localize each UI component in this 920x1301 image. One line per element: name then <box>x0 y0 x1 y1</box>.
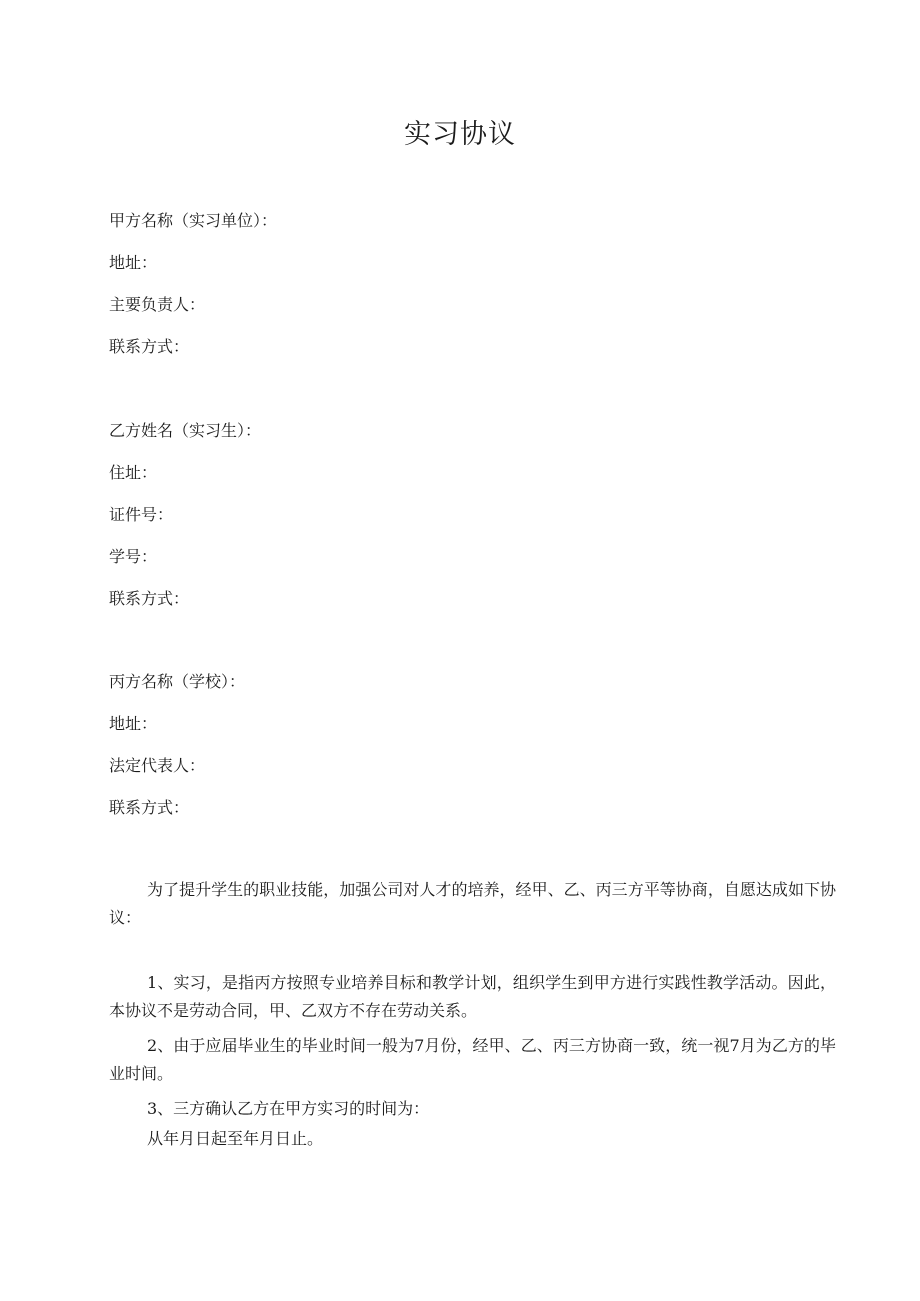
party-a-contact-label: 联系方式： <box>109 337 190 356</box>
party-a-address-label: 地址： <box>109 253 158 272</box>
party-a-principal-label: 主要负责人： <box>109 295 206 314</box>
intro-paragraph: 为了提升学生的职业技能，加强公司对人才的培养，经甲、乙、丙三方平等协商，自愿达成如下协议： <box>109 880 836 927</box>
party-b-residence-label: 住址： <box>109 463 158 482</box>
clause-3: 3、三方确认乙方在甲方实习的时间为： <box>147 1099 430 1118</box>
party-c-legal-rep-label: 法定代表人： <box>109 756 206 775</box>
document-title: 实习协议 <box>404 119 516 150</box>
clause-2: 2、由于应届毕业生的毕业时间一般为7月份，经甲、乙、丙三方协商一致，统一视7月为乙方的毕业时间。 <box>109 1036 836 1083</box>
party-b-id-label: 证件号： <box>109 505 174 524</box>
clause-1: 1、实习，是指丙方按照专业培养目标和教学计划，组织学生到甲方进行实践性教学活动。因此，本协议不是劳动合同，甲、乙双方不存在劳动关系。 <box>109 973 836 1020</box>
party-c-name-label: 丙方名称（学校）： <box>109 672 246 691</box>
party-c-address-label: 地址： <box>109 714 158 733</box>
clause-3-period: 从年月日起至年月日止。 <box>147 1129 324 1148</box>
party-a-name-label: 甲方名称（实习单位）： <box>109 211 278 230</box>
party-b-name-label: 乙方姓名（实习生）： <box>109 421 262 440</box>
party-c-contact-label: 联系方式： <box>109 798 190 817</box>
party-b-student-no-label: 学号： <box>109 547 158 566</box>
party-b-contact-label: 联系方式： <box>109 589 190 608</box>
